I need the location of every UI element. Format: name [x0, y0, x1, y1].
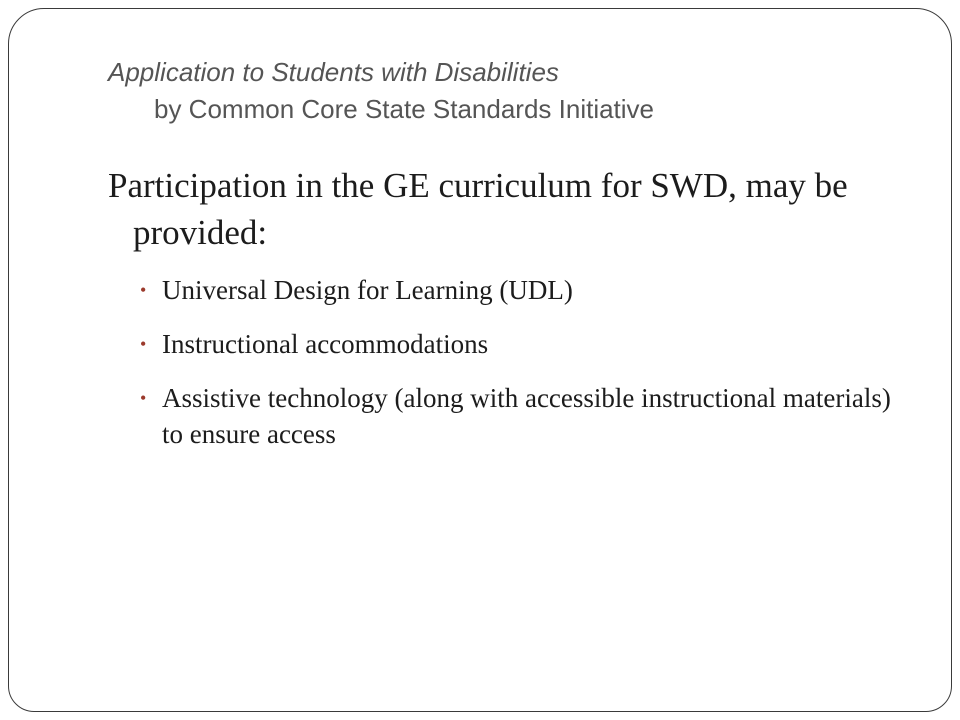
bullet-text: Assistive technology (along with accessible instructional materials) to ensure access: [162, 383, 891, 449]
title-line-2: by Common Core State Standards Initiative: [154, 94, 655, 124]
bullet-icon: •: [140, 388, 147, 408]
list-item: [108, 272, 908, 308]
bullet-icon: •: [140, 280, 147, 300]
bullet-text: Instructional accommodations: [162, 329, 489, 359]
bullet-list: [108, 272, 908, 452]
bullet-text: Universal Design for Learning (UDL): [162, 275, 573, 305]
slide-content: [108, 162, 908, 470]
title-line-1: Application to Students with Disabilities: [108, 57, 559, 87]
bullet-icon: •: [140, 334, 147, 354]
slide-title: [108, 54, 908, 128]
list-item: [108, 326, 908, 362]
main-point: Participation in the GE curriculum for SWD, may be provided:: [108, 166, 848, 252]
list-item: [108, 380, 908, 452]
